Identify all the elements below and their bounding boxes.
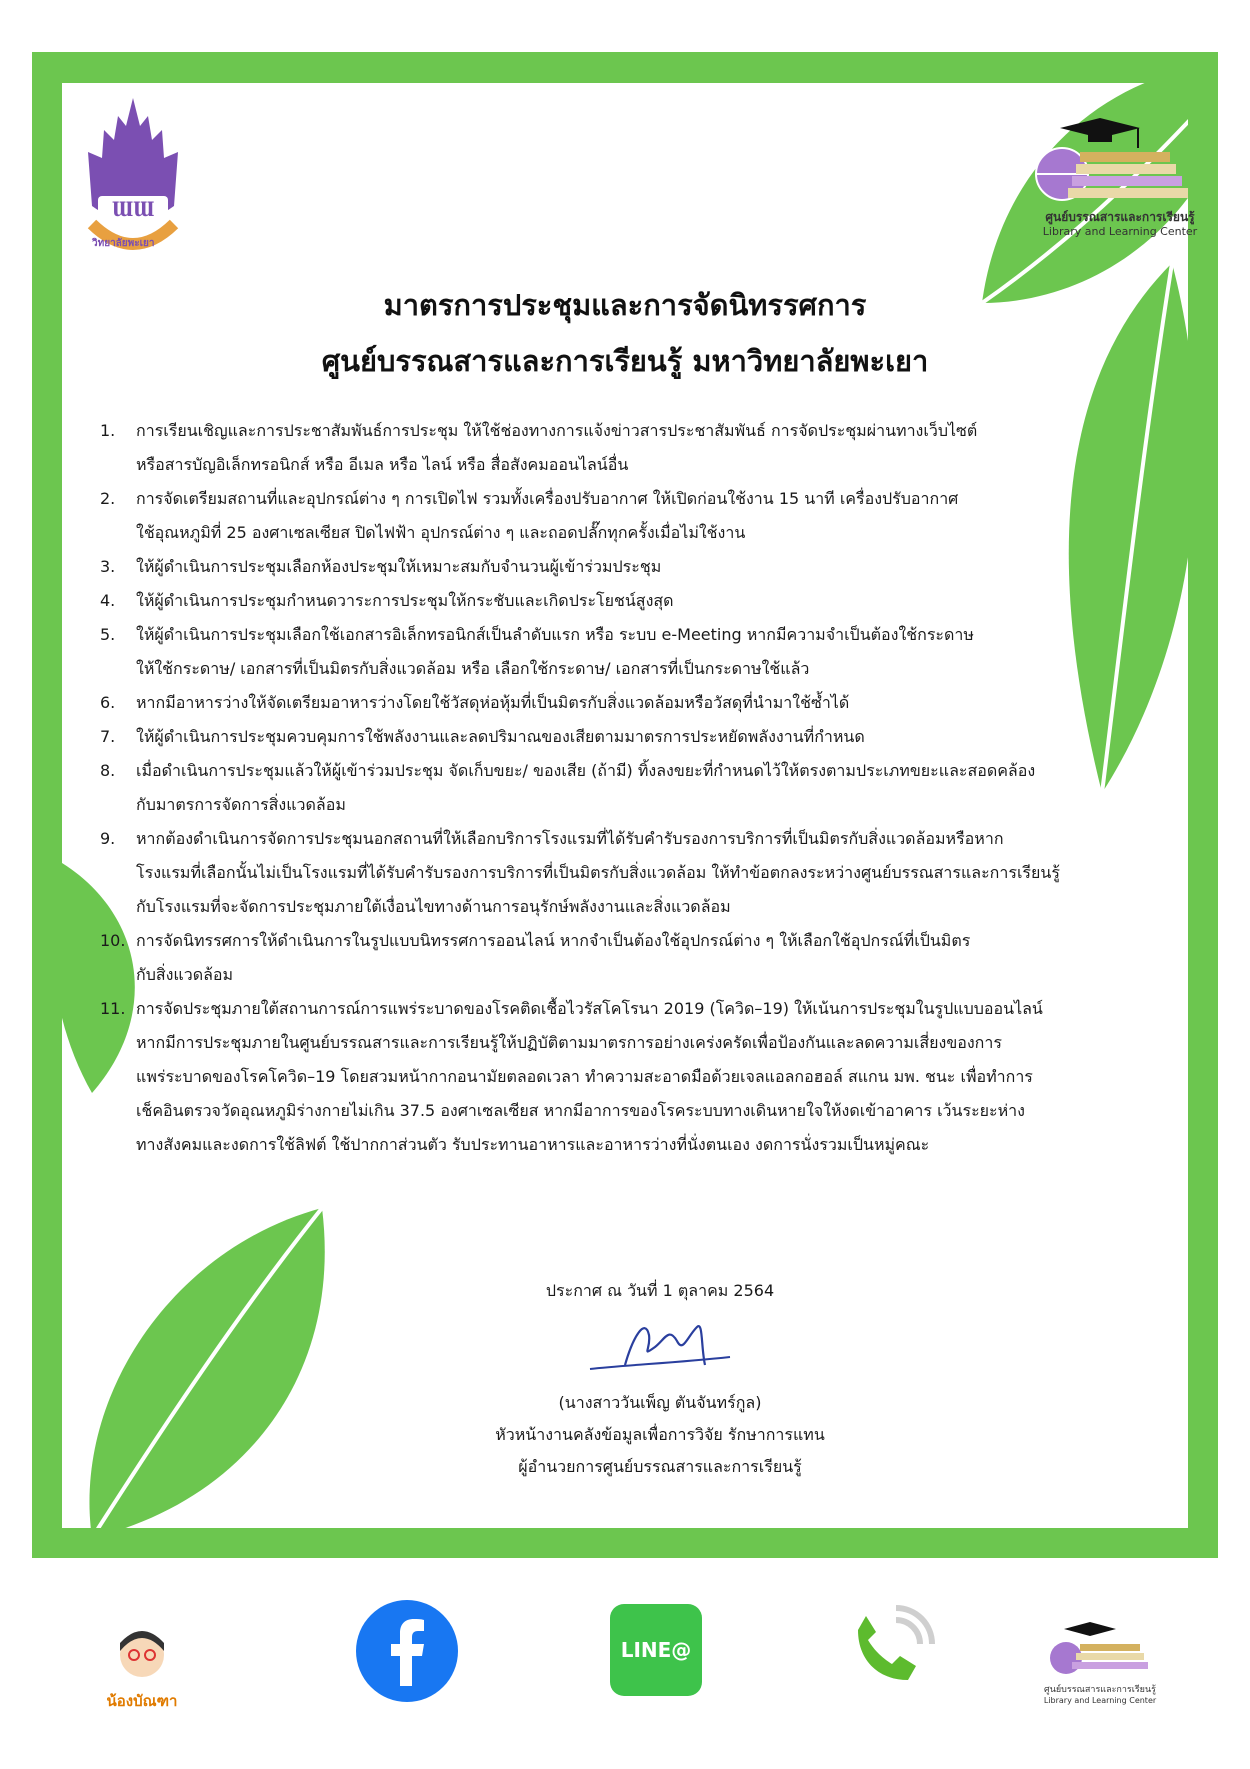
list-item-line: กับมาตรการจัดการสิ่งแวดล้อม bbox=[136, 795, 346, 814]
footer-library-caption-en: Library and Learning Center bbox=[1043, 1696, 1157, 1705]
list-item bbox=[100, 584, 1160, 618]
list-item-line: หากมีการประชุมภายในศูนย์บรรณสารและการเรียนรู้ให้ปฏิบัติตามมาตรการอย่างเคร่งครัดเพื่อป้องกันและลดความเสี่ยงของการ bbox=[136, 1033, 1002, 1052]
list-item-line: การจัดเตรียมสถานที่และอุปกรณ์ต่าง ๆ การเปิดไฟ รวมทั้งเครื่องปรับอากาศ ให้เปิดก่อนใช้งาน 15 นาที เครื่องปรับอากาศ bbox=[136, 489, 959, 508]
library-logo-caption-en: Library and Learning Center bbox=[1042, 225, 1198, 238]
list-item-line: ทางสังคมและงดการใช้ลิฟต์ ใช้ปากกาส่วนตัว รับประทานอาหารและอาหารว่างที่นั่งตนเอง งดการนั่งรวมเป็นหมู่คณะ bbox=[136, 1135, 930, 1154]
list-item-line: ใช้อุณหภูมิที่ 25 องศาเซลเซียส ปิดไฟฟ้า อุปกรณ์ต่าง ๆ และถอดปลั๊กทุกครั้งเมื่อไม่ใช้งาน bbox=[136, 523, 746, 542]
list-item-line: หากต้องดำเนินการจัดการประชุมนอกสถานที่ให้เลือกบริการโรงแรมที่ได้รับคำรับรองการบริการที่เป็นมิตรกับสิ่งแวดล้อมหรือหาก bbox=[136, 829, 1004, 848]
list-item-line: ให้ผู้ดำเนินการประชุมเลือกใช้เอกสารอิเล็กทรอนิกส์เป็นลำดับแรก หรือ ระบบ e-Meeting หากมีความจำเป็นต้องใช้กระดาษ bbox=[136, 625, 974, 644]
footer-library-logo bbox=[1040, 1620, 1160, 1710]
list-item bbox=[100, 822, 1160, 924]
list-item-line: ให้ใช้กระดาษ/ เอกสารที่เป็นมิตรกับสิ่งแวดล้อม หรือ เลือกใช้กระดาษ/ เอกสารที่เป็นกระดาษใช้แล้ว bbox=[136, 659, 810, 678]
list-item-number: 1. bbox=[100, 421, 116, 440]
list-item-line: หากมีอาหารว่างให้จัดเตรียมอาหารว่างโดยใช้วัสดุห่อหุ้มที่เป็นมิตรกับสิ่งแวดล้อมหรือวัสดุที่นำมาใช้ซ้ำได้ bbox=[136, 693, 850, 712]
list-item-line: การจัดนิทรรศการให้ดำเนินการในรูปแบบนิทรรศการออนไลน์ หากจำเป็นต้องใช้อุปกรณ์ต่าง ๆ ให้เลือกใช้อุปกรณ์ที่เป็นมิตร bbox=[136, 931, 971, 950]
list-item bbox=[100, 924, 1160, 992]
signer-position-2: ผู้อำนวยการศูนย์บรรณสารและการเรียนรู้ bbox=[518, 1457, 802, 1476]
list-item bbox=[100, 686, 1160, 720]
list-item-line: ให้ผู้ดำเนินการประชุมกำหนดวาระการประชุมให้กระชับและเกิดประโยชน์สูงสุด bbox=[136, 591, 674, 610]
list-item-number: 10. bbox=[100, 931, 126, 950]
list-item-number: 3. bbox=[100, 557, 116, 576]
list-item-number: 11. bbox=[100, 999, 126, 1018]
university-logo bbox=[78, 96, 188, 266]
list-item-line: เมื่อดำเนินการประชุมแล้วให้ผู้เข้าร่วมประชุม จัดเก็บขยะ/ ของเสีย (ถ้ามี) ทิ้งลงขยะที่กำหนดไว้ให้ตรงตามประเภทขยะและสอดคล้อง bbox=[136, 761, 1036, 780]
list-item-line: การเรียนเชิญและการประชาสัมพันธ์การประชุม ให้ใช้ช่องทางการแจ้งข่าวสารประชาสัมพันธ์ การจัดประชุมผ่านทางเว็บไซต์ bbox=[136, 421, 978, 440]
list-item bbox=[100, 618, 1160, 686]
list-item bbox=[100, 720, 1160, 754]
list-item-number: 7. bbox=[100, 727, 116, 746]
library-graduation-cap-icon bbox=[1030, 112, 1210, 207]
mascot-label: น้องบัณฑา bbox=[106, 1692, 178, 1710]
list-item-number: 2. bbox=[100, 489, 116, 508]
leaf-bottom-left-icon bbox=[62, 1168, 352, 1528]
list-item bbox=[100, 992, 1160, 1162]
line-label: LINE@ bbox=[620, 1638, 692, 1662]
library-graduation-cap-icon bbox=[1040, 1620, 1160, 1678]
document-title-line1: มาตรการประชุมและการจัดนิทรรศการ bbox=[383, 288, 867, 322]
document-title-line2: ศูนย์บรรณสารและการเรียนรู้ มหาวิทยาลัยพะเยา bbox=[321, 344, 929, 378]
list-item-line: กับสิ่งแวดล้อม bbox=[136, 965, 234, 984]
list-item-number: 6. bbox=[100, 693, 116, 712]
facebook-icon bbox=[356, 1600, 458, 1702]
signer-position-1: หัวหน้างานคลังข้อมูลเพื่อการวิจัย รักษาการแทน bbox=[495, 1425, 825, 1444]
signer-name: (นางสาววันเพ็ญ ตันจันทร์กูล) bbox=[558, 1393, 762, 1412]
list-item-line: การจัดประชุมภายใต้สถานการณ์การแพร่ระบาดของโรคติดเชื้อไวรัสโคโรนา 2019 (โควิด–19) ให้เน้นการประชุมในรูปแบบออนไลน์ bbox=[136, 999, 1043, 1018]
list-item-line: ให้ผู้ดำเนินการประชุมเลือกห้องประชุมให้เหมาะสมกับจำนวนผู้เข้าร่วมประชุม bbox=[136, 557, 662, 576]
mascot-logo bbox=[92, 1625, 192, 1710]
phone-icon bbox=[838, 1600, 938, 1700]
phone-link[interactable] bbox=[838, 1600, 938, 1700]
list-item-line: แพร่ระบาดของโรคโควิด–19 โดยสวมหน้ากากอนามัยตลอดเวลา ทำความสะอาดมือด้วยเจลแอลกอฮอล์ สแกน มพ. ชนะ เพื่อทำการ bbox=[136, 1067, 1033, 1086]
list-item-line: เช็คอินตรวจวัดอุณหภูมิร่างกายไม่เกิน 37.5 องศาเซลเซียส หากมีอาการของโรคระบบทางเดินหายใจให้งดเข้าอาคาร เว้นระยะห่าง bbox=[136, 1101, 1025, 1120]
facebook-link[interactable] bbox=[356, 1600, 458, 1702]
list-item-number: 4. bbox=[100, 591, 116, 610]
list-item-line: โรงแรมที่เลือกนั้นไม่เป็นโรงแรมที่ได้รับคำรับรองการบริการที่เป็นมิตรกับสิ่งแวดล้อม ให้ทำข้อตกลงระหว่างศูนย์บรรณสารและการเรียนรู้ bbox=[136, 863, 1060, 882]
list-item bbox=[100, 414, 1160, 482]
announcement-date: ประกาศ ณ วันที่ 1 ตุลาคม 2564 bbox=[545, 1281, 775, 1300]
list-item bbox=[100, 754, 1160, 822]
library-logo-caption-th: ศูนย์บรรณสารและการเรียนรู้ bbox=[1045, 210, 1195, 224]
list-item-number: 8. bbox=[100, 761, 116, 780]
line-link[interactable] bbox=[610, 1604, 702, 1696]
list-item bbox=[100, 550, 1160, 584]
handwritten-signature-icon bbox=[585, 1307, 735, 1382]
list-item-line: ให้ผู้ดำเนินการประชุมควบคุมการใช้พลังงานและลดปริมาณของเสียตามมาตรการประหยัดพลังงานที่กำหนด bbox=[136, 727, 865, 746]
footer bbox=[0, 1600, 1250, 1769]
university-logo-text: วิทยาลัยพะเยา bbox=[92, 238, 155, 249]
list-item-line: หรือสารบัญอิเล็กทรอนิกส์ หรือ อีเมล หรือ ไลน์ หรือ สื่อสังคมออนไลน์อื่น bbox=[136, 455, 629, 474]
list-item-number: 9. bbox=[100, 829, 116, 848]
footer-library-caption-th: ศูนย์บรรณสารและการเรียนรู้ bbox=[1044, 1685, 1156, 1695]
list-item bbox=[100, 482, 1160, 550]
svg-text:ƜƜ: ƜƜ bbox=[111, 197, 155, 221]
measures-list bbox=[100, 414, 1160, 1162]
library-logo bbox=[1030, 112, 1210, 242]
list-item-line: กับโรงแรมที่จะจัดการประชุมภายใต้เงื่อนไขทางด้านการอนุรักษ์พลังงานและสิ่งแวดล้อม bbox=[136, 897, 731, 916]
list-item-number: 5. bbox=[100, 625, 116, 644]
mascot-icon bbox=[92, 1625, 192, 1685]
